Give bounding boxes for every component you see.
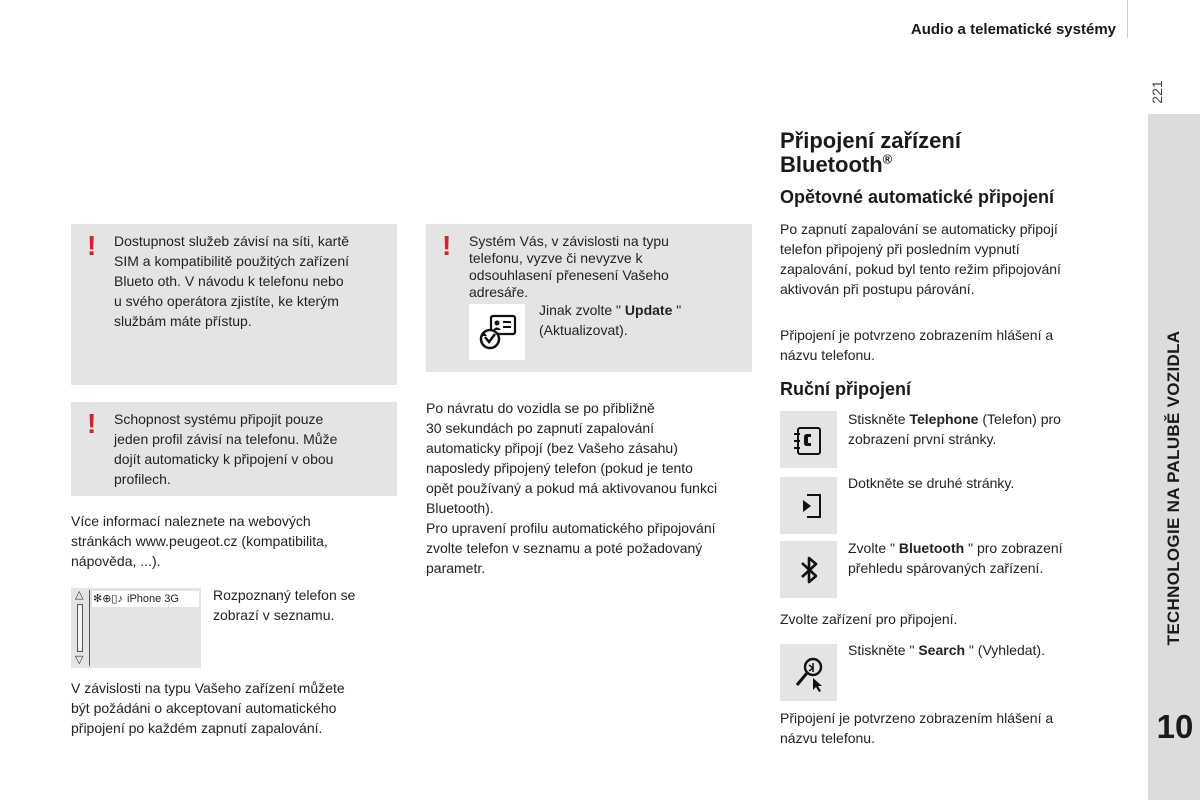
scroll-up-icon[interactable]: △ [75,589,84,601]
warning-note-text: Schopnost systému připojit pouze jeden profil závisí na telefonu. Může dojít automaticky k připojení v obou profilech. [114,411,338,487]
phone-list-caption: Rozpoznaný telefon se zobrazí v seznamu. [213,587,356,623]
telephone-icon [789,420,829,460]
scroll-track[interactable] [77,604,83,652]
step-search-text: Stiskněte " Search " (Vyhledat). [848,642,1045,658]
step-bluetooth-text: Zvolte " Bluetooth " pro zobrazení přehledu spárovaných zařízení. [848,540,1063,576]
bluetooth-icon [789,550,829,590]
auto-connect-confirmation: Připojení je potvrzeno zobrazením hlášení a názvu telefonu. [780,327,1054,363]
final-confirmation-text: Připojení je potvrzeno zobrazením hlášení a názvu telefonu. [780,710,1054,746]
scroll-down-icon[interactable]: ▽ [75,654,84,666]
telephone-button[interactable] [780,411,837,468]
section-heading: Připojení zařízení Bluetooth® [780,128,961,177]
update-instruction: Jinak zvolte " Update " (Aktualizovat). [539,302,682,338]
search-button[interactable] [780,644,837,701]
contact-sync-icon [469,304,525,360]
warning-icon: ! [442,230,452,261]
step-second-page-text: Dotkněte se druhé stránky. [848,475,1015,491]
auto-connect-text: V závislosti na typu Vašeho zařízení můžete být požádáni o akceptovaní automatického připojení po každém zapnutí zapalování. [71,680,345,736]
header-divider [1127,0,1128,38]
subheading-manual-connect: Ruční připojení [780,379,912,399]
header-title: Audio a telematické systémy [910,21,1116,38]
phone-name: iPhone 3G [127,593,179,605]
chapter-number: 10 [1156,708,1194,745]
warning-icon: ! [87,408,97,439]
warning-icon: ! [87,230,97,261]
warning-note-contacts [426,224,752,372]
chapter-title: TECHNOLOGIE NA PALUBĚ VOZIDLA [1164,330,1183,646]
return-to-vehicle-text: Po návratu do vozidla se po přibližně 30 sekundách po zapnutí zapalování automaticky připojí (bez Vašeho zásahu) naposledy připojený telefon (pokud je tento opět používaný a pokud má aktivovanou funkci Bluetooth). Pro upravení profilu automatického připojování zvolte telefon v seznamu a poté požadovaný parametr. [426,400,718,576]
select-device-text: Zvolte zařízení pro připojení. [780,611,958,627]
phone-capability-icons: ✻⊕▯♪ [93,593,123,605]
second-page-icon [789,486,829,526]
warning-note-text: Systém Vás, v závislosti na typu telefonu, vyzve či nevyzve k odsouhlasení přenesení Vašeho adresáře. [469,233,669,300]
bluetooth-button[interactable] [780,541,837,598]
auto-connect-description: Po zapnutí zapalování se automaticky připojí telefon připojený při posledním vypnutí zapalování, pokud byl tento režim připojování aktivován při postupu párování. [780,221,1061,297]
search-connect-icon [789,653,829,693]
warning-note-text: Dostupnost služeb závisí na síti, kartě SIM a kompatibilitě použitých zařízení Blueto oth. V návodu k telefonu nebo u svého operátora zjistíte, ke kterým službám máte přístup. [114,233,349,329]
second-page-button[interactable] [780,477,837,534]
warning-note-services [71,224,397,385]
list-divider [89,590,90,666]
scrollbar[interactable] [72,590,88,666]
page-number: 221 [1149,80,1165,104]
step-telephone-text: Stiskněte Telephone (Telefon) pro zobrazení první stránky. [848,411,1061,447]
subheading-auto-connect: Opětovné automatické připojení [780,187,1055,207]
phone-list-screen [71,588,201,668]
more-info-text: Více informací naleznete na webových stránkách www.peugeot.cz (kompatibilita, nápověda, ...). [71,513,328,569]
warning-note-profile [71,402,397,496]
phone-list-item[interactable] [92,591,199,607]
